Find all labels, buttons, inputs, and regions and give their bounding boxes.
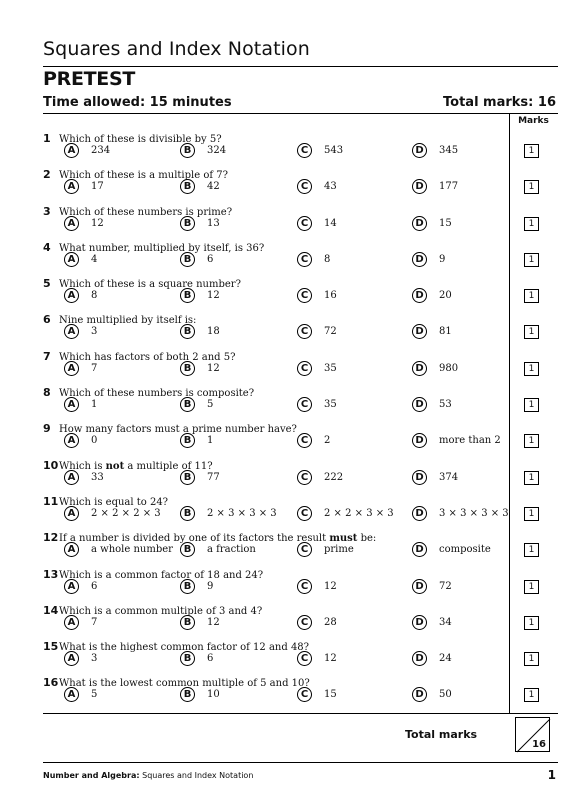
question-text: Which of these numbers is composite? — [59, 388, 255, 400]
option-letter-circle[interactable]: C — [297, 288, 312, 303]
question-number: 8 — [43, 386, 51, 400]
option-text: 5 — [207, 399, 214, 411]
option-text: 28 — [324, 616, 337, 628]
footer-section-text: Squares and Index Notation — [139, 771, 254, 780]
question-number: 7 — [43, 349, 51, 363]
option-text: 2 × 3 × 3 × 3 — [207, 507, 277, 519]
option-letter-circle[interactable]: D — [412, 579, 427, 594]
option-text: 12 — [207, 290, 220, 302]
mark-box: 1 — [524, 289, 539, 303]
option-text: 72 — [439, 580, 452, 592]
option-b[interactable] — [180, 216, 220, 231]
option-text: 12 — [207, 362, 220, 374]
option-b[interactable] — [180, 687, 220, 702]
question-text: Which of these is a multiple of 7? — [59, 170, 228, 182]
option-text: 18 — [207, 326, 220, 338]
option-text: 2 × 2 × 3 × 3 — [324, 507, 394, 519]
option-text: 3 × 3 × 3 × 3 — [439, 507, 509, 519]
question-9 — [43, 415, 558, 451]
option-b[interactable] — [180, 324, 220, 339]
option-letter-circle[interactable]: C — [297, 179, 312, 194]
total-marks-label: Total marks — [405, 728, 478, 741]
option-letter-circle[interactable]: A — [64, 179, 79, 194]
total-marks-value: 16 — [532, 739, 546, 750]
option-letter-circle[interactable]: A — [64, 470, 79, 485]
option-letter-circle[interactable]: D — [412, 361, 427, 376]
option-text: 12 — [324, 580, 337, 592]
option-a[interactable] — [64, 651, 97, 666]
option-text: 3 — [91, 326, 98, 338]
option-letter-circle[interactable]: D — [412, 506, 427, 521]
time-allowed: Time allowed: 15 minutes — [43, 95, 232, 110]
option-letter-circle[interactable]: C — [297, 542, 312, 557]
option-text: 12 — [207, 616, 220, 628]
option-text: 4 — [91, 253, 98, 265]
option-d[interactable] — [412, 687, 452, 702]
question-4 — [43, 234, 558, 270]
option-text: 6 — [91, 580, 98, 592]
mark-box: 1 — [524, 652, 539, 666]
option-text: 5 — [91, 689, 98, 701]
option-d[interactable] — [412, 324, 452, 339]
footer-divider — [43, 762, 558, 763]
option-letter-circle[interactable]: B — [180, 216, 195, 231]
option-d[interactable] — [412, 288, 452, 303]
question-text: Which is a common multiple of 3 and 4? — [59, 605, 263, 617]
question-16 — [43, 669, 558, 705]
question-number: 16 — [43, 676, 59, 690]
option-text: 3 — [91, 653, 98, 665]
option-letter-circle[interactable]: B — [180, 252, 195, 267]
question-text-part: be: — [357, 533, 377, 545]
option-text: 12 — [324, 653, 337, 665]
option-b[interactable] — [180, 470, 220, 485]
option-letter-circle[interactable]: B — [180, 687, 195, 702]
option-b[interactable] — [180, 397, 213, 412]
option-c[interactable] — [297, 361, 337, 376]
option-letter-circle[interactable]: D — [412, 433, 427, 448]
question-3 — [43, 198, 558, 234]
question-text: Which of these is a square number? — [59, 279, 241, 291]
option-text: 177 — [439, 181, 459, 193]
option-b[interactable] — [180, 579, 213, 594]
option-letter-circle[interactable]: D — [412, 470, 427, 485]
question-text: Which of these is divisible by 5? — [59, 134, 222, 145]
question-number: 4 — [43, 240, 51, 254]
option-d[interactable] — [412, 470, 458, 485]
option-b[interactable] — [180, 651, 213, 666]
option-b[interactable] — [180, 179, 220, 194]
option-letter-circle[interactable]: C — [297, 579, 312, 594]
question-number: 5 — [43, 277, 51, 291]
option-text: prime — [324, 544, 354, 556]
question-number: 6 — [43, 313, 51, 327]
option-c[interactable] — [297, 506, 394, 521]
option-text: 234 — [91, 145, 111, 156]
option-d[interactable] — [412, 397, 452, 412]
mark-box: 1 — [524, 507, 539, 521]
option-letter-circle[interactable]: C — [297, 651, 312, 666]
option-text: 13 — [207, 217, 220, 229]
option-b[interactable] — [180, 288, 220, 303]
option-letter-circle[interactable]: B — [180, 143, 195, 158]
option-letter-circle[interactable]: D — [412, 687, 427, 702]
option-letter-circle[interactable]: B — [180, 542, 195, 557]
option-letter-circle[interactable]: A — [64, 542, 79, 557]
mark-box: 1 — [524, 688, 539, 702]
question-12 — [43, 524, 558, 560]
option-letter-circle[interactable]: D — [412, 179, 427, 194]
option-letter-circle[interactable]: D — [412, 252, 427, 267]
marks-column-label: Marks — [518, 116, 549, 126]
option-letter-circle[interactable]: C — [297, 143, 312, 158]
option-d[interactable] — [412, 179, 458, 194]
mark-box: 1 — [524, 180, 539, 194]
question-number: 2 — [43, 168, 51, 182]
option-letter-circle[interactable]: A — [64, 288, 79, 303]
option-c[interactable] — [297, 579, 337, 594]
option-letter-circle[interactable]: A — [64, 579, 79, 594]
option-text: 81 — [439, 326, 452, 338]
question-text-part: a multiple of 11? — [124, 460, 213, 472]
option-letter-circle[interactable]: D — [412, 651, 427, 666]
option-text: 2 × 2 × 2 × 3 — [91, 507, 161, 519]
option-letter-circle[interactable]: A — [64, 615, 79, 630]
option-letter-circle[interactable]: D — [412, 143, 427, 158]
option-text: 42 — [207, 181, 220, 193]
option-letter-circle[interactable]: C — [297, 324, 312, 339]
option-a[interactable] — [64, 361, 97, 376]
option-text: composite — [439, 544, 491, 556]
option-text: a fraction — [207, 544, 256, 556]
option-text: 50 — [439, 689, 452, 701]
question-14 — [43, 597, 558, 633]
option-c[interactable] — [297, 470, 343, 485]
option-d[interactable] — [412, 216, 452, 231]
option-a[interactable] — [64, 397, 97, 412]
option-text: 9 — [439, 253, 446, 265]
option-text: 15 — [439, 217, 452, 229]
question-text: What is the lowest common multiple of 5 and 10? — [59, 678, 310, 690]
option-d[interactable] — [412, 506, 509, 521]
question-5 — [43, 270, 558, 306]
option-text: 72 — [324, 326, 337, 338]
footer-section-bold: Number and Algebra: — [43, 771, 140, 780]
option-a[interactable] — [64, 179, 104, 194]
question-number: 13 — [43, 567, 59, 581]
question-text: What number, multiplied by itself, is 36? — [59, 242, 265, 254]
question-number: 11 — [43, 494, 59, 508]
option-text: 7 — [91, 616, 98, 628]
option-letter-circle[interactable]: D — [412, 397, 427, 412]
question-text-emphasis: must — [329, 533, 358, 545]
question-number: 14 — [43, 603, 59, 617]
option-c[interactable] — [297, 687, 337, 702]
question-number: 1 — [43, 132, 51, 145]
option-text: 0 — [91, 435, 98, 447]
question-text-part: Which is — [59, 460, 106, 472]
question-number: 12 — [43, 531, 59, 545]
option-c[interactable] — [297, 615, 337, 630]
option-text: more than 2 — [439, 435, 501, 447]
option-d[interactable] — [412, 615, 452, 630]
option-letter-circle[interactable]: A — [64, 216, 79, 231]
question-1 — [43, 125, 558, 161]
option-d[interactable] — [412, 579, 452, 594]
option-c[interactable] — [297, 288, 337, 303]
option-letter-circle[interactable]: B — [180, 433, 195, 448]
question-text: Which has factors of both 2 and 5? — [59, 351, 236, 363]
option-text: 10 — [207, 689, 220, 701]
option-letter-circle[interactable]: A — [64, 687, 79, 702]
option-text: 35 — [324, 362, 337, 374]
option-letter-circle[interactable]: B — [180, 615, 195, 630]
option-text: 9 — [207, 580, 214, 592]
option-letter-circle[interactable]: A — [64, 324, 79, 339]
total-marks-box — [515, 717, 550, 752]
question-text: How many factors must a prime number have? — [59, 424, 297, 436]
option-letter-circle[interactable]: C — [297, 506, 312, 521]
question-list — [43, 125, 558, 706]
question-15 — [43, 633, 558, 669]
mark-box: 1 — [524, 217, 539, 231]
option-text: 6 — [207, 253, 214, 265]
option-text: 1 — [207, 435, 214, 447]
option-text: 543 — [324, 145, 344, 156]
question-text: Which of these numbers is prime? — [59, 206, 233, 218]
option-letter-circle[interactable]: C — [297, 361, 312, 376]
option-c[interactable] — [297, 433, 330, 448]
mark-box: 1 — [524, 543, 539, 557]
option-text: a whole number — [91, 544, 173, 556]
option-d[interactable] — [412, 361, 458, 376]
test-title: PRETEST — [43, 68, 136, 90]
option-letter-circle[interactable]: D — [412, 288, 427, 303]
header-divider — [43, 113, 558, 114]
option-letter-circle[interactable]: C — [297, 433, 312, 448]
option-letter-circle[interactable]: A — [64, 361, 79, 376]
option-text: 12 — [91, 217, 104, 229]
mark-box: 1 — [524, 580, 539, 594]
option-letter-circle[interactable]: B — [180, 288, 195, 303]
option-text: 24 — [439, 653, 452, 665]
mark-box: 1 — [524, 398, 539, 412]
option-text: 16 — [324, 290, 337, 302]
question-number: 15 — [43, 640, 59, 654]
option-c[interactable] — [297, 324, 337, 339]
option-letter-circle[interactable]: A — [64, 143, 79, 158]
mark-box: 1 — [524, 362, 539, 376]
option-text: 2 — [324, 435, 331, 447]
option-text: 8 — [324, 253, 331, 265]
option-a[interactable] — [64, 324, 97, 339]
option-c[interactable] — [297, 143, 343, 158]
option-a[interactable] — [64, 288, 97, 303]
option-letter-circle[interactable]: A — [64, 506, 79, 521]
question-text-emphasis: not — [105, 460, 125, 472]
question-2 — [43, 161, 558, 197]
mark-box: 1 — [524, 616, 539, 630]
option-letter-circle[interactable]: C — [297, 397, 312, 412]
option-letter-circle[interactable]: A — [64, 397, 79, 412]
question-text: Which is a common factor of 18 and 24? — [59, 569, 264, 581]
question-text-part: If a number is divided by one of its factors the result — [59, 533, 330, 545]
title-divider — [43, 66, 558, 67]
question-text: What is the highest common factor of 12 and 48? — [59, 642, 310, 654]
option-text: 15 — [324, 689, 337, 701]
question-10 — [43, 452, 558, 488]
option-c[interactable] — [297, 216, 337, 231]
option-letter-circle[interactable]: C — [297, 216, 312, 231]
option-b[interactable] — [180, 542, 256, 557]
mark-box: 1 — [524, 144, 539, 158]
option-letter-circle[interactable]: B — [180, 397, 195, 412]
option-a[interactable] — [64, 687, 97, 702]
question-11 — [43, 488, 558, 524]
option-letter-circle[interactable]: B — [180, 579, 195, 594]
option-letter-circle[interactable]: B — [180, 179, 195, 194]
questions-end-divider — [43, 713, 558, 714]
option-a[interactable] — [64, 433, 97, 448]
question-13 — [43, 561, 558, 597]
option-c[interactable] — [297, 651, 337, 666]
question-number: 3 — [43, 204, 51, 218]
option-letter-circle[interactable]: B — [180, 470, 195, 485]
option-b[interactable] — [180, 433, 213, 448]
option-letter-circle[interactable]: A — [64, 433, 79, 448]
option-c[interactable] — [297, 397, 337, 412]
option-b[interactable] — [180, 361, 220, 376]
question-text: Which is equal to 24? — [59, 496, 169, 508]
option-d[interactable] — [412, 433, 501, 448]
option-a[interactable] — [64, 579, 97, 594]
question-7 — [43, 343, 558, 379]
option-text: 222 — [324, 471, 344, 483]
option-text: 1 — [91, 399, 98, 411]
option-letter-circle[interactable]: D — [412, 615, 427, 630]
option-c[interactable] — [297, 542, 354, 557]
option-text: 77 — [207, 471, 220, 483]
option-letter-circle[interactable]: A — [64, 252, 79, 267]
option-letter-circle[interactable]: B — [180, 361, 195, 376]
question-number: 9 — [43, 422, 51, 436]
option-c[interactable] — [297, 252, 330, 267]
option-text: 7 — [91, 362, 98, 374]
option-letter-circle[interactable]: D — [412, 324, 427, 339]
option-letter-circle[interactable]: C — [297, 687, 312, 702]
question-number: 10 — [43, 458, 59, 472]
option-letter-circle[interactable]: B — [180, 506, 195, 521]
page-number: 1 — [547, 768, 556, 782]
option-letter-circle[interactable]: C — [297, 615, 312, 630]
option-b[interactable] — [180, 143, 226, 158]
option-a[interactable] — [64, 615, 97, 630]
option-text: 43 — [324, 181, 337, 193]
option-text: 34 — [439, 616, 452, 628]
option-a[interactable] — [64, 470, 104, 485]
option-letter-circle[interactable]: B — [180, 651, 195, 666]
option-a[interactable] — [64, 252, 97, 267]
option-letter-circle[interactable]: A — [64, 651, 79, 666]
topic-title: Squares and Index Notation — [43, 38, 310, 60]
mark-box: 1 — [524, 471, 539, 485]
option-text: 8 — [91, 290, 98, 302]
footer-section — [43, 771, 253, 780]
option-text: 324 — [207, 145, 227, 156]
question-8 — [43, 379, 558, 415]
option-text: 20 — [439, 290, 452, 302]
option-a[interactable] — [64, 143, 110, 158]
option-text: 53 — [439, 399, 452, 411]
mark-box: 1 — [524, 434, 539, 448]
option-d[interactable] — [412, 651, 452, 666]
option-text: 6 — [207, 653, 214, 665]
option-text: 980 — [439, 362, 459, 374]
mark-box: 1 — [524, 325, 539, 339]
option-letter-circle[interactable]: C — [297, 252, 312, 267]
option-d[interactable] — [412, 252, 445, 267]
option-text: 345 — [439, 145, 459, 156]
option-letter-circle[interactable]: B — [180, 324, 195, 339]
option-letter-circle[interactable]: C — [297, 470, 312, 485]
option-a[interactable] — [64, 506, 161, 521]
option-a[interactable] — [64, 216, 104, 231]
option-b[interactable] — [180, 506, 277, 521]
question-text: Nine multiplied by itself is: — [59, 315, 197, 327]
option-d[interactable] — [412, 542, 491, 557]
option-letter-circle[interactable]: D — [412, 542, 427, 557]
option-a[interactable] — [64, 542, 173, 557]
option-b[interactable] — [180, 252, 213, 267]
total-marks-header: Total marks: 16 — [443, 95, 556, 110]
question-6 — [43, 306, 558, 342]
option-c[interactable] — [297, 179, 337, 194]
option-d[interactable] — [412, 143, 458, 158]
option-text: 35 — [324, 399, 337, 411]
option-letter-circle[interactable]: D — [412, 216, 427, 231]
option-text: 14 — [324, 217, 337, 229]
option-text: 33 — [91, 471, 104, 483]
option-text: 17 — [91, 181, 104, 193]
option-b[interactable] — [180, 615, 220, 630]
mark-box: 1 — [524, 253, 539, 267]
option-text: 374 — [439, 471, 459, 483]
